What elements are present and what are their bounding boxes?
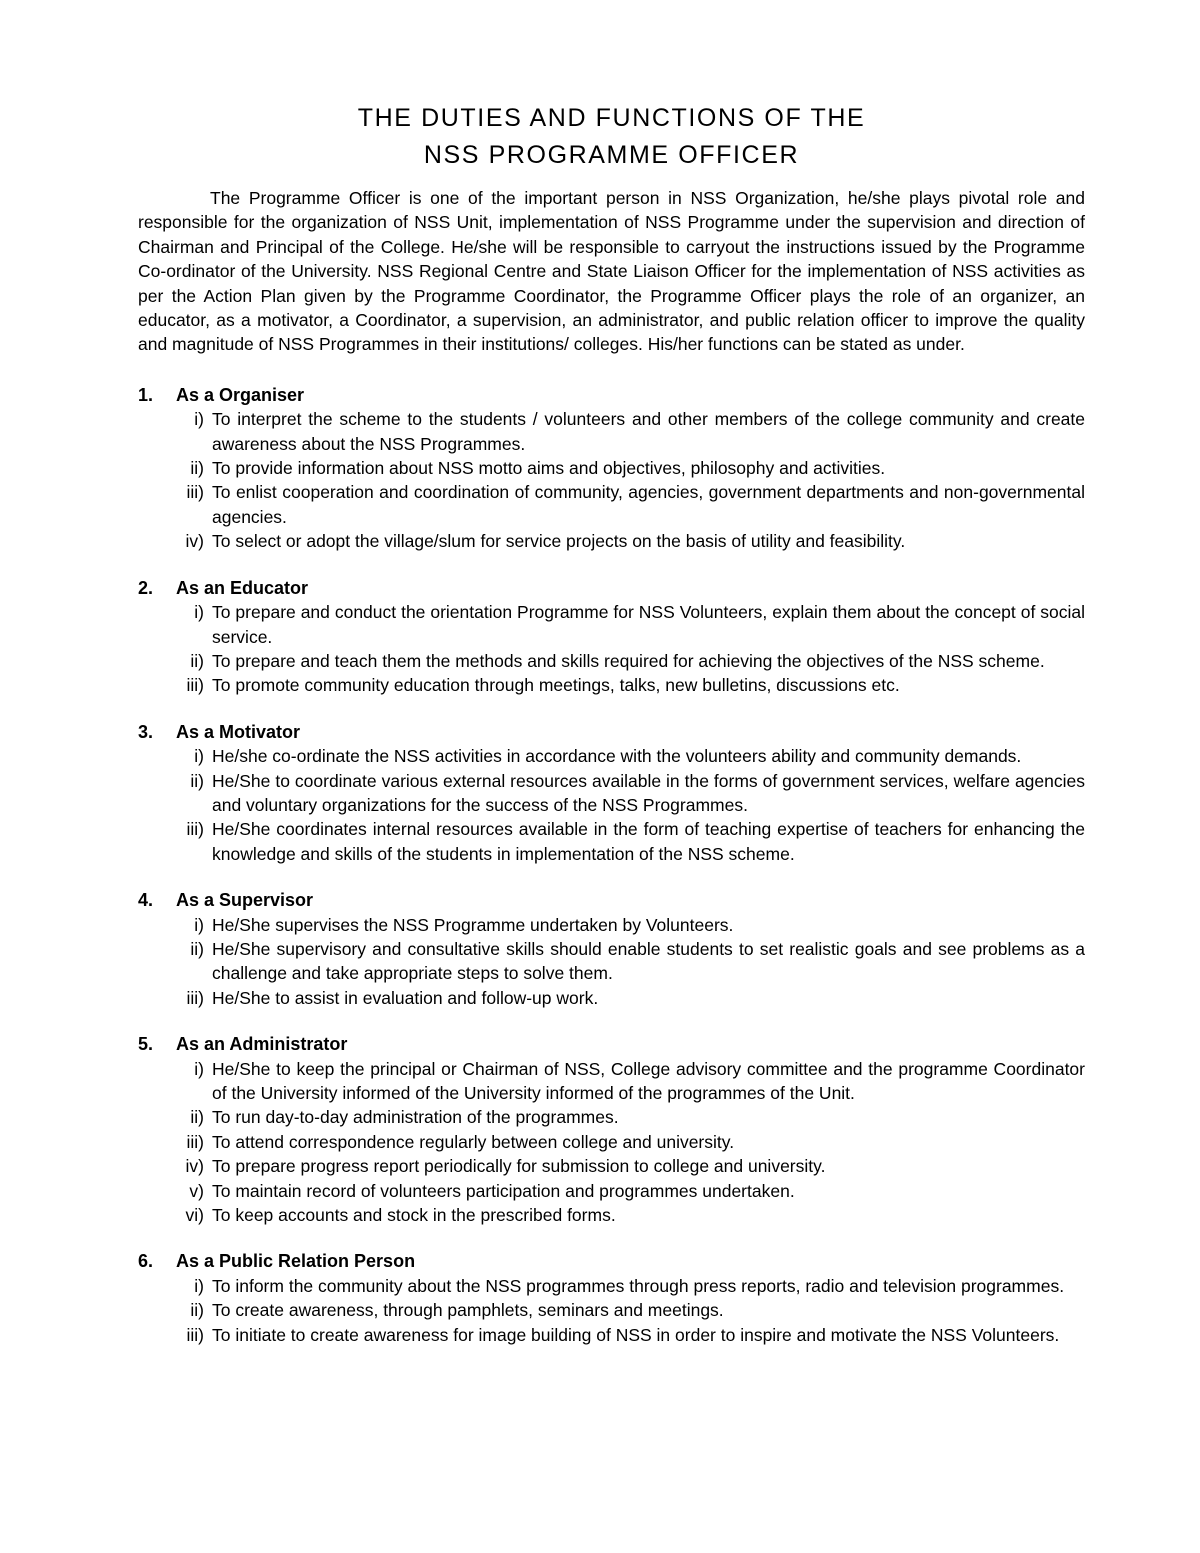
list-item-numeral: iii)	[186, 1131, 204, 1152]
list-item-numeral: v)	[189, 1180, 204, 1201]
list-item	[138, 744, 1085, 768]
list-item	[138, 1298, 1085, 1322]
section	[138, 888, 1085, 1010]
list-item-text: He/She to keep the principal or Chairman of NSS, College advisory committee and the programme Coordinator of the University informed of the University informed of the programmes of the Unit.	[212, 1058, 1085, 1103]
list-item-numeral: iii)	[186, 987, 204, 1008]
section-items	[138, 407, 1085, 553]
section-number: 2.	[138, 577, 154, 598]
list-item	[138, 817, 1085, 866]
section-heading-text: As a Supervisor	[176, 890, 314, 911]
list-item-text: He/She to coordinate various external resources available in the forms of government services, welfare agencies and voluntary organizations for the success of the NSS Programmes.	[212, 770, 1085, 815]
list-item	[138, 456, 1085, 480]
list-item	[138, 937, 1085, 986]
section-heading-text: As a Motivator	[176, 721, 301, 742]
section-heading	[138, 1032, 1085, 1056]
title-line-2: NSS PROGRAMME OFFICER	[423, 141, 800, 169]
list-item-numeral: ii)	[190, 1300, 204, 1321]
list-item	[138, 986, 1085, 1010]
list-item-text: To select or adopt the village/slum for service projects on the basis of utility and feasibility.	[212, 531, 906, 552]
list-item-text: To inform the community about the NSS programmes through press reports, radio and television programmes.	[212, 1275, 1065, 1296]
list-item-text: He/She coordinates internal resources available in the form of teaching expertise of teachers for enhancing the knowledge and skills of the students in implementation of the NSS scheme.	[212, 819, 1085, 864]
list-item	[138, 1179, 1085, 1203]
section	[138, 1032, 1085, 1227]
list-item	[138, 407, 1085, 456]
list-item-text: To maintain record of volunteers participation and programmes undertaken.	[212, 1180, 795, 1201]
section-heading	[138, 1249, 1085, 1273]
section-items	[138, 913, 1085, 1011]
list-item-text: To create awareness, through pamphlets, seminars and meetings.	[212, 1300, 724, 1321]
list-item-numeral: ii)	[190, 650, 204, 671]
section-items	[138, 744, 1085, 866]
section-number: 4.	[138, 890, 154, 911]
list-item-numeral: iv)	[185, 1156, 204, 1177]
list-item-text: To attend correspondence regularly between college and university.	[212, 1131, 735, 1152]
list-item-numeral: ii)	[190, 458, 204, 479]
list-item-numeral: i)	[194, 1275, 204, 1296]
list-item	[138, 1057, 1085, 1106]
section	[138, 1249, 1085, 1347]
list-item-text: To promote community education through meetings, talks, new bulletins, discussions etc.	[212, 675, 900, 696]
list-item	[138, 1274, 1085, 1298]
list-item-numeral: iii)	[186, 1324, 204, 1345]
list-item-text: To keep accounts and stock in the prescribed forms.	[212, 1205, 616, 1226]
list-item-text: To prepare and conduct the orientation Programme for NSS Volunteers, explain them about the concept of social service.	[212, 602, 1085, 647]
section-number: 1.	[138, 384, 154, 405]
list-item-numeral: iv)	[185, 531, 204, 552]
list-item-numeral: i)	[194, 746, 204, 767]
list-item-numeral: ii)	[190, 938, 204, 959]
section-heading	[138, 888, 1085, 912]
title-line-1: THE DUTIES AND FUNCTIONS OF THE	[357, 104, 866, 132]
list-item-text: To run day-to-day administration of the programmes.	[212, 1107, 619, 1128]
section-heading-text: As a Public Relation Person	[176, 1251, 416, 1272]
list-item-text: To provide information about NSS motto aims and objectives, philosophy and activities.	[212, 458, 886, 479]
section	[138, 720, 1085, 866]
list-item-numeral: i)	[194, 914, 204, 935]
list-item	[138, 673, 1085, 697]
list-item-text: To prepare progress report periodically for submission to college and university.	[212, 1156, 826, 1177]
list-item	[138, 1154, 1085, 1178]
section-heading-text: As an Administrator	[176, 1034, 348, 1055]
list-item-text: He/She supervises the NSS Programme undertaken by Volunteers.	[212, 914, 734, 935]
list-item-text: He/She to assist in evaluation and follow-up work.	[212, 987, 599, 1008]
section-number: 6.	[138, 1251, 154, 1272]
list-item	[138, 1130, 1085, 1154]
section-items	[138, 1057, 1085, 1228]
list-item	[138, 913, 1085, 937]
list-item-numeral: iii)	[186, 675, 204, 696]
list-item-text: He/she co-ordinate the NSS activities in accordance with the volunteers ability and community demands.	[212, 746, 1022, 767]
list-item-numeral: iii)	[186, 482, 204, 503]
section	[138, 576, 1085, 698]
section-heading	[138, 576, 1085, 600]
list-item	[138, 649, 1085, 673]
section-heading-text: As a Organiser	[176, 384, 305, 405]
sections-list	[138, 383, 1085, 1347]
list-item-text: To initiate to create awareness for image building of NSS in order to inspire and motivate the NSS Volunteers.	[212, 1324, 1060, 1345]
list-item	[138, 1323, 1085, 1347]
list-item	[138, 769, 1085, 818]
section	[138, 383, 1085, 554]
list-item-numeral: ii)	[190, 1107, 204, 1128]
section-heading	[138, 383, 1085, 407]
section-heading	[138, 720, 1085, 744]
list-item-numeral: i)	[194, 1058, 204, 1079]
intro-paragraph: The Programme Officer is one of the important person in NSS Organization, he/she plays pivotal role and responsible for the organization of NSS Unit, implementation of NSS Programme under the supervision and direction of Chairman and Principal of the College. He/she will be responsible to carryout the instructions issued by the Programme Co-ordinator of the University. NSS Regional Centre and State Liaison Officer for the implementation of NSS activities as per the Action Plan given by the Programme Coordinator, the Programme Officer plays the role of an organizer, an educator, as a motivator, a Coordinator, a supervision, an administrator, and public relation officer to improve the quality and magnitude of NSS Programmes in their institutions/ colleges. His/her functions can be stated as under.	[138, 188, 1085, 355]
list-item-numeral: iii)	[186, 819, 204, 840]
document-title	[138, 100, 1085, 174]
section-heading-text: As an Educator	[176, 577, 309, 598]
list-item-numeral: i)	[194, 409, 204, 430]
list-item-text: To enlist cooperation and coordination of community, agencies, government departments and non-governmental agencies.	[212, 482, 1085, 527]
list-item-numeral: vi)	[185, 1205, 204, 1226]
section-number: 5.	[138, 1034, 154, 1055]
list-item	[138, 1105, 1085, 1129]
list-item-numeral: ii)	[190, 770, 204, 791]
list-item-text: He/She supervisory and consultative skills should enable students to set realistic goals and see problems as a challenge and take appropriate steps to solve them.	[212, 938, 1085, 984]
list-item-text: To prepare and teach them the methods and skills required for achieving the objectives of the NSS scheme.	[212, 650, 1045, 671]
list-item	[138, 600, 1085, 649]
list-item-text: To interpret the scheme to the students / volunteers and other members of the college community and create awareness about the NSS Programmes.	[212, 409, 1085, 454]
section-items	[138, 1274, 1085, 1347]
list-item	[138, 529, 1085, 553]
list-item-numeral: i)	[194, 602, 204, 623]
section-items	[138, 600, 1085, 698]
list-item	[138, 480, 1085, 529]
list-item	[138, 1203, 1085, 1227]
section-number: 3.	[138, 721, 154, 742]
